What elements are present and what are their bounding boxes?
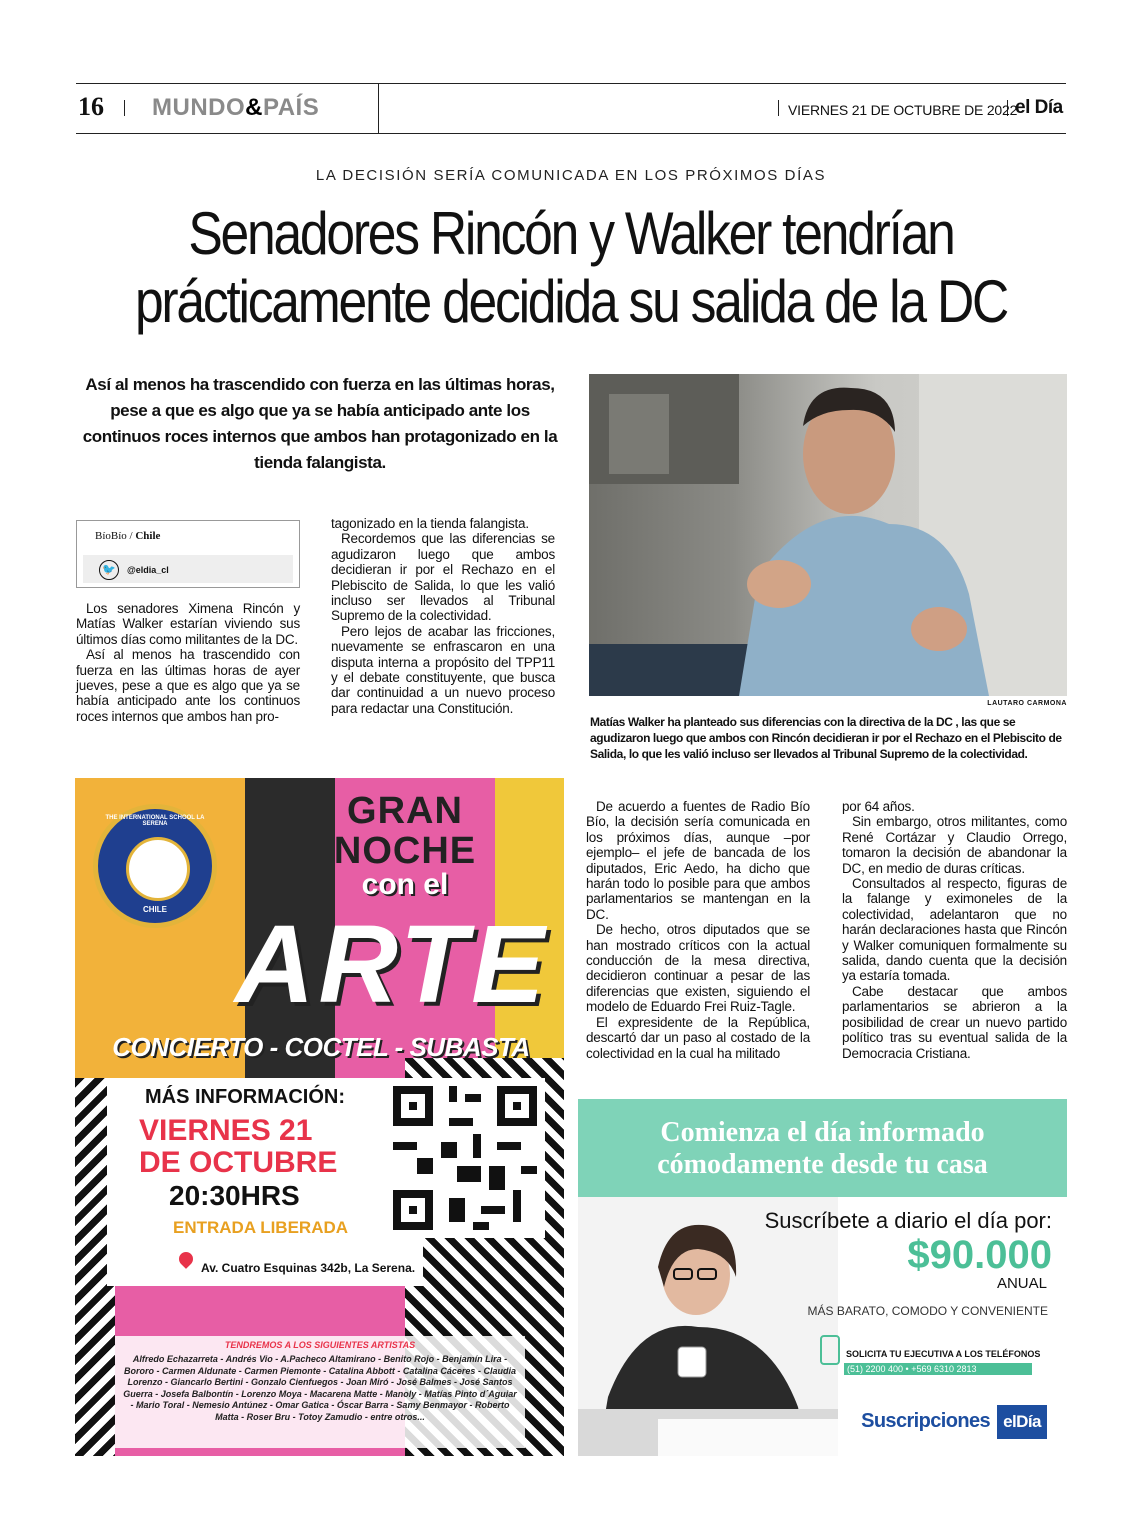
event-address: Av. Cuatro Esquinas 342b, La Serena. <box>201 1261 416 1275</box>
event-entry: ENTRADA LIBERADA <box>173 1218 349 1237</box>
section-title-amp: & <box>245 94 263 121</box>
info-label: MÁS INFORMACIÓN: <box>145 1086 345 1108</box>
banner-line-2: cómodamente desde tu casa <box>657 1149 988 1180</box>
paragraph: Cabe destacar que ambos parlamentarios se abrieron a la posibilidad de crear un nuevo partido político tras su eventual salida de la Democracia Cristiana. <box>842 983 1067 1061</box>
twitter-icon: 🐦 <box>99 560 119 580</box>
article-kicker: LA DECISIÓN SERÍA COMUNICADA EN LOS PRÓXIMOS DÍAS <box>315 167 827 184</box>
article-column-1 <box>76 601 300 724</box>
section-divider <box>378 84 379 133</box>
twitter-box[interactable] <box>83 555 293 583</box>
banner-line-1: Comienza el día informado <box>660 1117 985 1148</box>
article-photo <box>589 374 1067 696</box>
phone-label: SOLICITA TU EJECUTIVA A LOS TELÉFONOS <box>846 1349 1041 1359</box>
paragraph: Pero lejos de acabar las fricciones, nuevamente se enfrascaron en una disputa interna a propósito del TPP11 y el debate constituyente, que busca dar continuidad a un nuevo proceso para redactar una Constitución. <box>331 623 555 716</box>
phone-numbers: (51) 2200 400 • +569 6310 2813 <box>844 1363 1032 1375</box>
paragraph: Recordemos que las diferencias se agudizaron luego que ambos decidieran ir por el Rechazo en el Plebiscito de Salida, lo que les valió incluso ser llevados al Tribunal Supremo de la colectividad. <box>331 531 555 624</box>
paragraph: Así al menos ha trascendido con fuerza en las últimas horas de ayer jueves, pese a que es algo que ya se había anticipado ante los continuos roces internos que ambos han pro- <box>76 647 300 724</box>
date-divider-left <box>778 100 779 116</box>
subscription-tagline: MÁS BARATO, COMODO Y CONVENIENTE <box>807 1304 1048 1318</box>
headline-line-2: prácticamente decidida su salida de la DC <box>134 268 1008 335</box>
subscription-price: $90.000 <box>907 1233 1052 1277</box>
subscription-period: ANUAL <box>996 1275 1047 1292</box>
article-column-4 <box>842 799 1067 1061</box>
event-date-1: VIERNES 21 <box>139 1114 313 1147</box>
event-subtitle: CONCIERTO - COCTEL - SUBASTA <box>112 1032 530 1062</box>
section-title-part1: MUNDO <box>152 94 246 121</box>
brand-logo: el Día <box>1015 97 1063 118</box>
event-title-2: NOCHE <box>333 830 477 872</box>
school-name-top: THE INTERNATIONAL SCHOOL LA SERENA <box>105 815 205 827</box>
paragraph: El expresidente de la República, descartó dar un paso al costado de la colectividad en la cual ha militado <box>586 1014 810 1061</box>
qr-code[interactable] <box>385 1078 545 1238</box>
paragraph: Consultados al respecto, figuras de la falange y eximoneles de la colectividad, adelantaron que no harán declaraciones hasta que Rincón y Walker comuniquen formalmente su salida, dando cuenta que la decisión ya estaría tomada. <box>842 876 1067 984</box>
subscription-logo: elDía <box>997 1405 1047 1439</box>
phone-icon <box>820 1335 840 1365</box>
source-label: BíoBío / <box>95 530 133 542</box>
event-title-1: GRAN <box>347 790 463 832</box>
paragraph: Los senadores Ximena Rincón y Matías Walker estarían viviendo sus últimos días como militantes de la DC. <box>76 601 300 647</box>
paragraph: Sin embargo, otros militantes, como René Cortázar y Claudio Orrego, tomaron la decisión de abandonar la DC, en medio de duras críticas. <box>842 814 1067 876</box>
paragraph-continued: tagonizado en la tienda falangista. <box>331 516 529 531</box>
artists-panel <box>115 1336 525 1448</box>
page-number: 16 <box>78 92 104 121</box>
header-bottom-rule <box>76 133 1066 134</box>
event-advertisement[interactable] <box>75 778 564 1456</box>
photo-caption: Matías Walker ha planteado sus diferencias con la directiva de la DC , las que se agudizaron luego que ambos con Rincón decidieran ir por el Rechazo en el Plebiscito de Salida, lo que les valió incluso ser llevados al Tribunal Supremo de la colectividad. <box>590 715 1062 761</box>
article-headline <box>132 200 1011 336</box>
paragraph: De hecho, otros diputados que se han mostrado críticos con la actual conducción de la mesa directiva, decidieron continuar a pesar de las diferencias que existen, siguiendo el modelo de Eduardo Frei Ruiz-Tagle. <box>586 922 810 1015</box>
subscription-advertisement[interactable] <box>578 1099 1067 1456</box>
source-line <box>95 530 160 542</box>
source-place: Chile <box>135 530 161 542</box>
event-title-3: con el <box>361 868 449 901</box>
school-seal <box>93 804 217 928</box>
article-lede: Así al menos ha trascendido con fuerza en las últimas horas, pese a que es algo que ya se había anticipado ante los continuos roces internos que ambos han protagonizado en la tienda falangista. <box>82 375 558 472</box>
header-top-rule <box>76 83 1066 84</box>
paragraph-continued: por 64 años. <box>842 799 915 814</box>
event-title-4: ARTE <box>235 903 549 1026</box>
photo-credit: LAUTARO CARMONA <box>987 700 1067 707</box>
article-column-2 <box>331 516 555 716</box>
photo-illustration <box>589 374 1067 696</box>
paragraph: De acuerdo a fuentes de Radio Bío Bío, la decisión sería comunicada en los próximos días, aunque –por ejemplo– el jefe de bancada de los diputados, Eric Aedo, ha dicho que harán todo lo posible para que ambos parlamentarios se mantengan en la DC. <box>586 799 810 922</box>
artists-title: TENDREMOS A LOS SIGUIENTES ARTISTAS <box>224 1340 416 1350</box>
school-seal-inner <box>126 837 190 901</box>
school-name-bottom: CHILE <box>143 905 167 914</box>
issue-date: VIERNES 21 DE OCTUBRE DE 2022 <box>788 102 1018 118</box>
source-box <box>76 520 300 588</box>
subscription-banner <box>578 1099 1067 1197</box>
qr-code-icon <box>385 1078 545 1238</box>
article-column-3 <box>586 799 810 1061</box>
twitter-handle: @eldia_cl <box>127 565 169 575</box>
subscription-cta[interactable]: Suscripciones <box>861 1410 990 1432</box>
subscription-offer: Suscríbete a diario el día por: <box>764 1208 1052 1233</box>
section-title-part2: PAÍS <box>263 94 320 121</box>
pnum-divider <box>124 100 125 116</box>
artists-list: Alfredo Echazarreta - Andrés Vio - A.Pacheco Altamirano - Benito Rojo - Benjamín Lira - Bororo - Carmen Aldunate - Carmen Piemonte - Catalina Abbott - Catalina Cáceres - Claudia Lorenzo - Giancarlo Bertini - Gonzalo Cienfuegos - Joan Miró - José Balmes - José Santos Guerra - Josefa Balbontín - Lorenzo Moya - Macarena Matte - Manoly - Matías Pinto d´Aguiar - Mario Toral - Nemesio Antúnez - Omar Gatica - Óscar Barra - Samy Benmayor - Roberto Matta - Roser Bru - Totoy Zamudio - entre otros... <box>123 1354 517 1422</box>
event-time: 20:30HRS <box>169 1180 300 1211</box>
headline-line-1: Senadores Rincón y Walker tendrían <box>188 200 954 267</box>
section-title <box>152 94 319 122</box>
event-date-2: DE OCTUBRE <box>139 1146 338 1179</box>
